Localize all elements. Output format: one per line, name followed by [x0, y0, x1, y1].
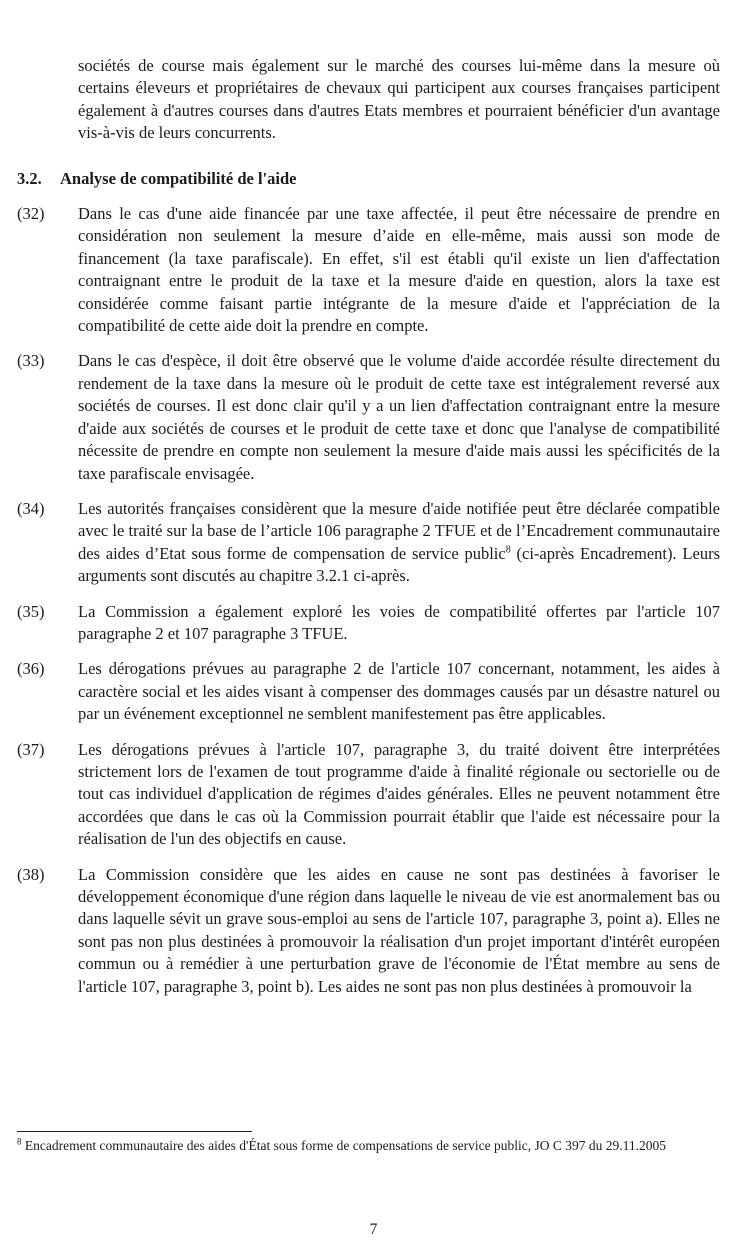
paragraph-number: (37) [17, 739, 45, 759]
paragraph-number: (38) [17, 864, 45, 884]
paragraph-text: Les dérogations prévues au paragraphe 2 de l'article 107 concernant, notamment, les aides à caractère social et les aides visant à compenser des dommages causés par un désastre naturel ou par un événement exceptionnel ne semblent manifestement pas être applicables. [78, 659, 720, 724]
footnote-text: Encadrement communautaire des aides d'État sous forme de compensations de service public, JO C 397 du 29.11.2005 [24, 1138, 667, 1153]
paragraph-35 [17, 601, 720, 646]
paragraph-38 [17, 864, 720, 998]
paragraph-33 [17, 350, 720, 484]
paragraph-number: (33) [17, 351, 45, 371]
footnote-reference-8: 8 [505, 544, 511, 556]
paragraph-32 [17, 203, 720, 337]
paragraph-text-after-footnote: (ci-après Encadrement). Leurs arguments sont discutés au chapitre 3.2.1 ci-après. [78, 543, 720, 586]
paragraph-37 [17, 739, 720, 851]
section-number: 3.2. [17, 168, 42, 188]
page-number: 7 [369, 1220, 378, 1238]
paragraph-number: (36) [17, 659, 45, 679]
footnote-area [17, 1131, 720, 1155]
paragraph-text: Dans le cas d'une aide financée par une taxe affectée, il peut être nécessaire de prendre en considération non seulement la mesure d’aide en elle-même, mais aussi son mode de financement (la taxe parafiscale). En effet, s'il est établi qu'il existe un lien d'affectation contraignant entre le produit de la taxe et la mesure d'aide en question, alors la taxe est considérée comme faisant partie intégrante de la mesure d'aide et l'appréciation de la compatibilité de cette aide doit la prendre en compte. [78, 204, 720, 336]
paragraph-34 [17, 498, 720, 588]
paragraph-text: La Commission a également exploré les voies de compatibilité offertes par l'article 107 paragraphe 2 et 107 paragraphe 3 TFUE. [78, 601, 720, 643]
paragraph-number: (32) [17, 204, 45, 224]
footnote-8 [17, 1136, 720, 1155]
paragraph-number: (35) [17, 601, 45, 621]
footnote-separator-rule [17, 1131, 252, 1132]
paragraph-text [78, 498, 720, 588]
section-heading [17, 168, 720, 190]
paragraph-text-before-footnote: Les autorités françaises considèrent que la mesure d'aide notifiée peut être déclarée compatible avec le traité sur la base de l’article 106 paragraphe 2 TFUE et de l’Encadrement communautaire des aides d’Etat sous forme de compensation de service public [78, 498, 720, 563]
paragraph-text: Dans le cas d'espèce, il doit être observé que le volume d'aide accordée résulte directement du rendement de la taxe dans la mesure où le produit de cette taxe est intégralement reversé aux sociétés de courses. Il est donc clair qu'il y a un lien d'affectation contraignant entre la mesure d'aide aux sociétés de courses et le produit de cette taxe et donc que l'analyse de compatibilité nécessite de prendre en compte non seulement la mesure d'aide mais aussi les spécificités de la taxe parafiscale envisagée. [78, 351, 720, 483]
footnote-marker: 8 [17, 1136, 22, 1147]
paragraph-text: Les dérogations prévues à l'article 107, paragraphe 3, du traité doivent être interprétées strictement lors de l'examen de tout programme d'aide à finalité régionale ou sectorielle ou de tout cas individuel d'application de régimes d'aides générales. Elles ne peuvent notamment être accordées que dans le cas où la Commission pourrait établir que l'aide est nécessaire pour la réalisation de l'un des objectifs en cause. [78, 739, 720, 849]
continuation-paragraph: sociétés de course mais également sur le marché des courses lui-même dans la mesure où certains éleveurs et propriétaires de chevaux qui participent aux courses françaises participent également à d'autres courses dans d'autres Etats membres et pourraient bénéficier d'un avantage vis-à-vis de leurs concurrents. [78, 56, 720, 143]
paragraph-36 [17, 658, 720, 725]
paragraph-number: (34) [17, 498, 45, 518]
section-title: Analyse de compatibilité de l'aide [60, 168, 297, 188]
paragraph-text: La Commission considère que les aides en cause ne sont pas destinées à favoriser le développement économique d'une région dans laquelle le niveau de vie est anormalement bas ou dans laquelle sévit un grave sous-emploi au sens de l'article 107, paragraphe 3, point a). Elles ne sont pas non plus destinées à promouvoir la réalisation d'un projet important d'intérêt européen commun ou à remédier à une perturbation grave de l'économie de l'État membre au sens de l'article 107, paragraphe 3, point b). Les aides ne sont pas non plus destinées à promouvoir la [78, 864, 720, 996]
